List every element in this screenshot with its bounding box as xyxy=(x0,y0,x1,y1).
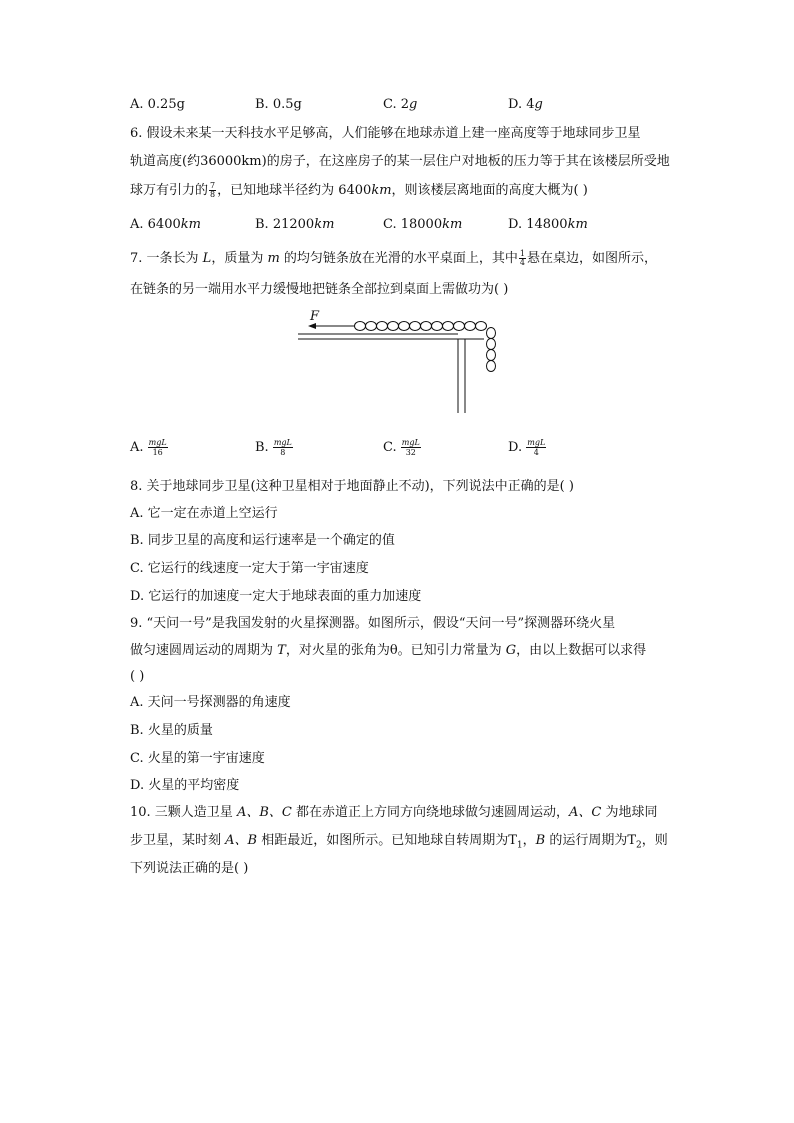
q10-stem-line3: 下列说法正确的是( ) xyxy=(130,861,249,876)
q10-stem-line1: 10. 三颗人造卫星 A、B、C 都在赤道正上方同方向绕地球做匀速圆周运动，A、C 为地球同 xyxy=(130,805,658,820)
q8-option-a: A. 它一定在赤道上空运行 xyxy=(130,506,278,521)
force-label: F xyxy=(310,309,320,324)
q6-stem-line1: 6. 假设未来某一天科技水平足够高，人们能够在地球赤道上建一座高度等于地球同步卫星 xyxy=(130,126,641,141)
q8-option-d: D. 它运行的加速度一定大于地球表面的重力加速度 xyxy=(130,589,422,604)
q8-option-b: B. 同步卫星的高度和运行速率是一个确定的值 xyxy=(130,533,395,548)
q10-stem-line2: 步卫星，某时刻 A、B 相距最近，如图所示。已知地球自转周期为$T_1$，B 的运行周期为$T_2$，则 xyxy=(130,833,668,851)
fraction-seven-eighths: $\frac{7}{8}$ xyxy=(210,181,216,199)
q8-stem: 8. 关于地球同步卫星(这种卫星相对于地面静止不动)，下列说法中正确的是( ) xyxy=(130,479,574,494)
q6-option-a: A. 6400km xyxy=(130,217,201,232)
q6-option-b: B. 21200km xyxy=(255,217,335,232)
q5-option-a: A. 0.25g xyxy=(130,97,185,112)
chain-hanging xyxy=(487,328,496,372)
q7-option-a: A. mgL 16 xyxy=(130,438,167,457)
q9-stem-line1: 9. “天问一号”是我国发射的火星探测器。如图所示，假设“天问一号”探测器环绕火星 xyxy=(130,616,616,631)
q6-option-d: D. 14800km xyxy=(508,217,588,232)
q5-option-b: B. 0.5g xyxy=(255,97,302,112)
q9-option-a: A. 天问一号探测器的角速度 xyxy=(130,695,291,710)
q8-option-c: C. 它运行的线速度一定大于第一宇宙速度 xyxy=(130,561,369,576)
fraction-one-quarter: $\frac{1}{4}$ xyxy=(519,249,526,267)
q7-option-c: C. mgL 32 xyxy=(383,438,420,457)
q7-option-b: B. mgL 8 xyxy=(255,438,292,457)
q9-stem-line3: ( ) xyxy=(130,669,145,684)
q5-option-d: D. 4g xyxy=(508,97,543,112)
q9-option-d: D. 火星的平均密度 xyxy=(130,778,240,793)
q9-option-c: C. 火星的第一宇宙速度 xyxy=(130,751,265,766)
q7-stem-line2: 在链条的另一端用水平力缓慢地把链条全部拉到桌面上需做功为( ) xyxy=(130,282,509,297)
q9-option-b: B. 火星的质量 xyxy=(130,723,213,738)
chain-horizontal xyxy=(355,322,487,331)
chain-on-table-figure xyxy=(298,308,508,418)
q6-stem-line2: 轨道高度(约36000km)的房子，在这座房子的某一层住户对地板的压力等于其在该楼层所受地 xyxy=(130,154,670,169)
q5-option-c: C. 2g xyxy=(383,97,418,112)
q6-stem-line3: 球万有引力的 $\frac{7}{8}$ ，已知地球半径约为 6400km，则该楼层离地面的高度大概为( ) xyxy=(130,181,588,199)
q9-stem-line2: 做匀速圆周运动的周期为 T，对火星的张角为θ。已知引力常量为 G，由以上数据可以求得 xyxy=(130,643,647,658)
q7-option-d: D. mgL 4 xyxy=(508,438,546,457)
q6-option-c: C. 18000km xyxy=(383,217,463,232)
q7-stem-line1: 7. 一条长为 L，质量为 m 的均匀链条放在光滑的水平桌面上，其中 $\frac{1}{4}$ 悬在桌边，如图所示， xyxy=(130,249,658,267)
